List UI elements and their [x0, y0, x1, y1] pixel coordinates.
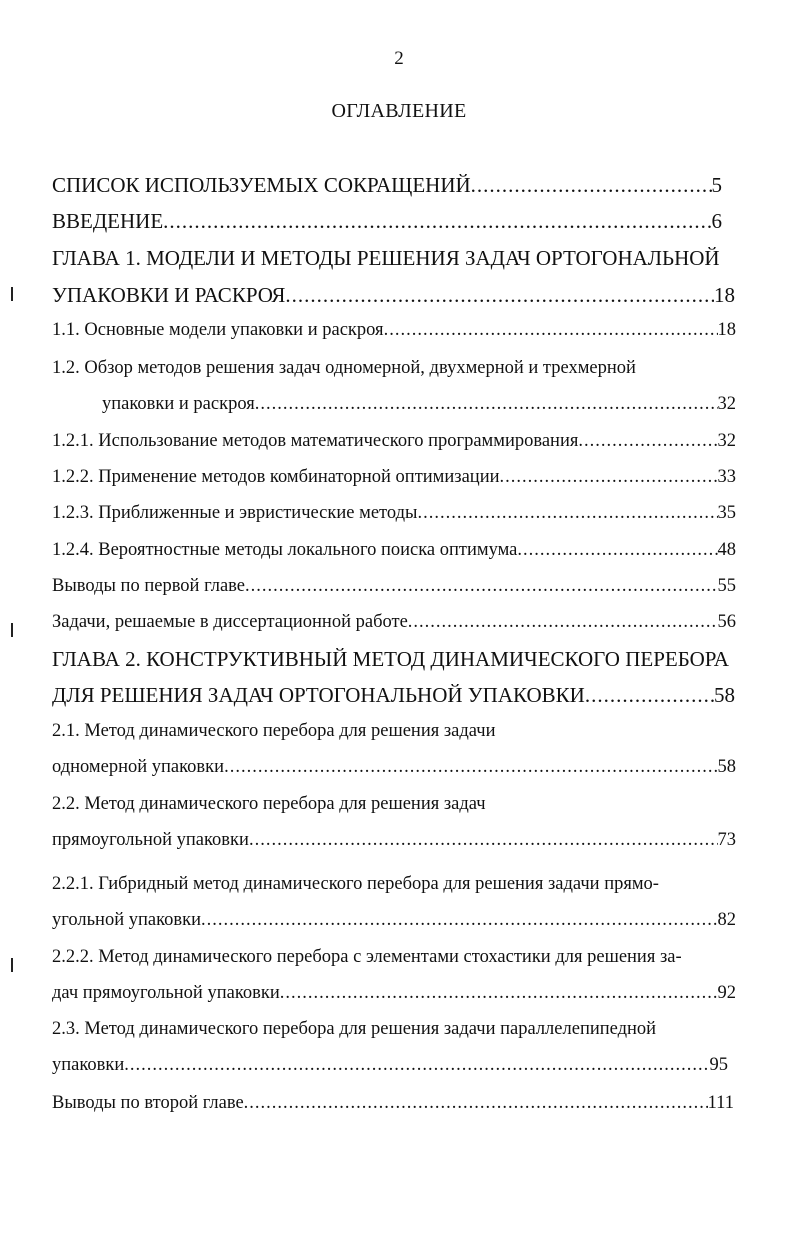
dot-leader	[471, 172, 712, 198]
toc-entry-page: 55	[717, 576, 736, 596]
toc-entry	[102, 391, 736, 417]
toc-entry	[52, 245, 742, 271]
toc-entry	[52, 500, 736, 526]
dot-leader	[249, 827, 718, 853]
toc-entry-page: 73	[717, 830, 736, 850]
toc-entry-text: 1.2.1. Использование методов математического программирования	[52, 431, 579, 451]
toc-entry-page: 18	[717, 320, 736, 340]
toc-entry-text: ГЛАВА 1. МОДЕЛИ И МЕТОДЫ РЕШЕНИЯ ЗАДАЧ ОРТОГОНАЛЬНОЙ	[52, 246, 720, 270]
toc-entry-text: Задачи, решаемые в диссертационной работе	[52, 612, 408, 632]
toc-entry	[52, 208, 722, 234]
toc-entry-text: 2.2.1. Гибридный метод динамического перебора для решения задачи прямо-	[52, 874, 659, 894]
toc-entry	[52, 1090, 734, 1116]
toc-entry-text: 1.2.4. Вероятностные методы локального поиска оптимума	[52, 540, 518, 560]
toc-entry	[52, 871, 752, 897]
toc-entry-text: упаковки	[52, 1055, 125, 1075]
toc-title: ОГЛАВЛЕНИЕ	[331, 100, 467, 122]
scan-mark	[11, 958, 13, 972]
toc-entry-text: ДЛЯ РЕШЕНИЯ ЗАДАЧ ОРТОГОНАЛЬНОЙ УПАКОВКИ	[52, 683, 585, 707]
toc-entry	[52, 791, 742, 817]
dot-leader	[384, 317, 718, 343]
toc-entry-page: 32	[717, 431, 736, 451]
toc-entry-text: 2.3. Метод динамического перебора для решения задачи параллелепипедной	[52, 1019, 657, 1039]
toc-entry-text: УПАКОВКИ И РАСКРОЯ	[52, 283, 286, 307]
toc-entry	[52, 464, 736, 490]
dot-leader	[255, 391, 718, 417]
toc-entry-text: 1.2.3. Приближенные и эвристические методы	[52, 503, 418, 523]
toc-entry-text: Выводы по второй главе	[52, 1093, 244, 1113]
toc-entry-text: 2.2. Метод динамического перебора для решения задач	[52, 794, 486, 814]
toc-entry	[52, 172, 722, 198]
toc-entry-text: прямоугольной упаковки	[52, 830, 249, 850]
dot-leader	[517, 537, 717, 563]
dot-leader	[417, 500, 717, 526]
toc-entry-page: 82	[717, 910, 736, 930]
toc-entry	[52, 428, 736, 454]
toc-entry	[52, 682, 735, 708]
toc-entry	[52, 537, 736, 563]
dot-leader	[285, 282, 714, 308]
toc-entry-text: 1.2.2. Применение методов комбинаторной оптимизации	[52, 467, 500, 487]
dot-leader	[124, 1052, 709, 1078]
dot-leader	[244, 1090, 708, 1116]
toc-entry	[52, 907, 736, 933]
toc-entry-page: 56	[717, 612, 736, 632]
dot-leader	[163, 208, 711, 234]
toc-entry-text: упаковки и раскроя	[102, 394, 255, 414]
toc-entry	[52, 980, 736, 1006]
dot-leader	[578, 428, 717, 454]
toc-entry	[52, 754, 736, 780]
toc-entry-page: 48	[717, 540, 736, 560]
toc-entry	[52, 1016, 752, 1042]
toc-entry-text: ВВЕДЕНИЕ	[52, 209, 164, 233]
dot-leader	[224, 754, 717, 780]
toc-entry-text: Выводы по первой главе	[52, 576, 246, 596]
page-number: 2	[394, 48, 404, 69]
scan-mark	[11, 623, 13, 637]
toc-entry	[52, 317, 736, 343]
toc-entry-page: 32	[717, 394, 736, 414]
toc-entry-page: 18	[714, 283, 735, 307]
dot-leader	[585, 682, 714, 708]
toc-entry	[52, 355, 742, 381]
toc-entry	[52, 718, 742, 744]
toc-entry-text: 1.2. Обзор методов решения задач одномерной, двухмерной и трехмерной	[52, 358, 636, 378]
toc-entry-page: 92	[717, 983, 736, 1003]
dot-leader	[500, 464, 718, 490]
toc-entry-page: 58	[714, 683, 735, 707]
toc-entry	[52, 944, 752, 970]
toc-entry-page: 6	[711, 209, 722, 233]
dot-leader	[408, 609, 718, 635]
toc-entry	[52, 609, 736, 635]
toc-entry-text: СПИСОК ИСПОЛЬЗУЕМЫХ СОКРАЩЕНИЙ	[52, 173, 471, 197]
toc-entry-text: 2.2.2. Метод динамического перебора с элементами стохастики для решения за-	[52, 947, 682, 967]
dot-leader	[245, 573, 717, 599]
toc-entry-page: 58	[717, 757, 736, 777]
toc-entry-text: ГЛАВА 2. КОНСТРУКТИВНЫЙ МЕТОД ДИНАМИЧЕСКОГО ПЕРЕБОРА	[52, 647, 729, 671]
toc-entry	[52, 646, 742, 672]
toc-entry-page: 35	[717, 503, 736, 523]
toc-entry	[52, 827, 736, 853]
toc-entry-page: 5	[711, 173, 722, 197]
toc-entry	[52, 1052, 728, 1078]
toc-entry-text: 1.1. Основные модели упаковки и раскроя	[52, 320, 384, 340]
toc-entry-text: угольной упаковки	[52, 910, 202, 930]
toc-entry-page: 111	[707, 1093, 734, 1113]
toc-entry-text: одномерной упаковки	[52, 757, 225, 777]
toc-entry-text: 2.1. Метод динамического перебора для решения задачи	[52, 721, 496, 741]
scan-mark	[11, 287, 13, 301]
toc-entry-page: 95	[709, 1055, 728, 1075]
toc-entry-text: дач прямоугольной упаковки	[52, 983, 280, 1003]
toc-entry	[52, 282, 735, 308]
dot-leader	[201, 907, 717, 933]
toc-entry	[52, 573, 736, 599]
toc-entry-page: 33	[717, 467, 736, 487]
dot-leader	[280, 980, 718, 1006]
